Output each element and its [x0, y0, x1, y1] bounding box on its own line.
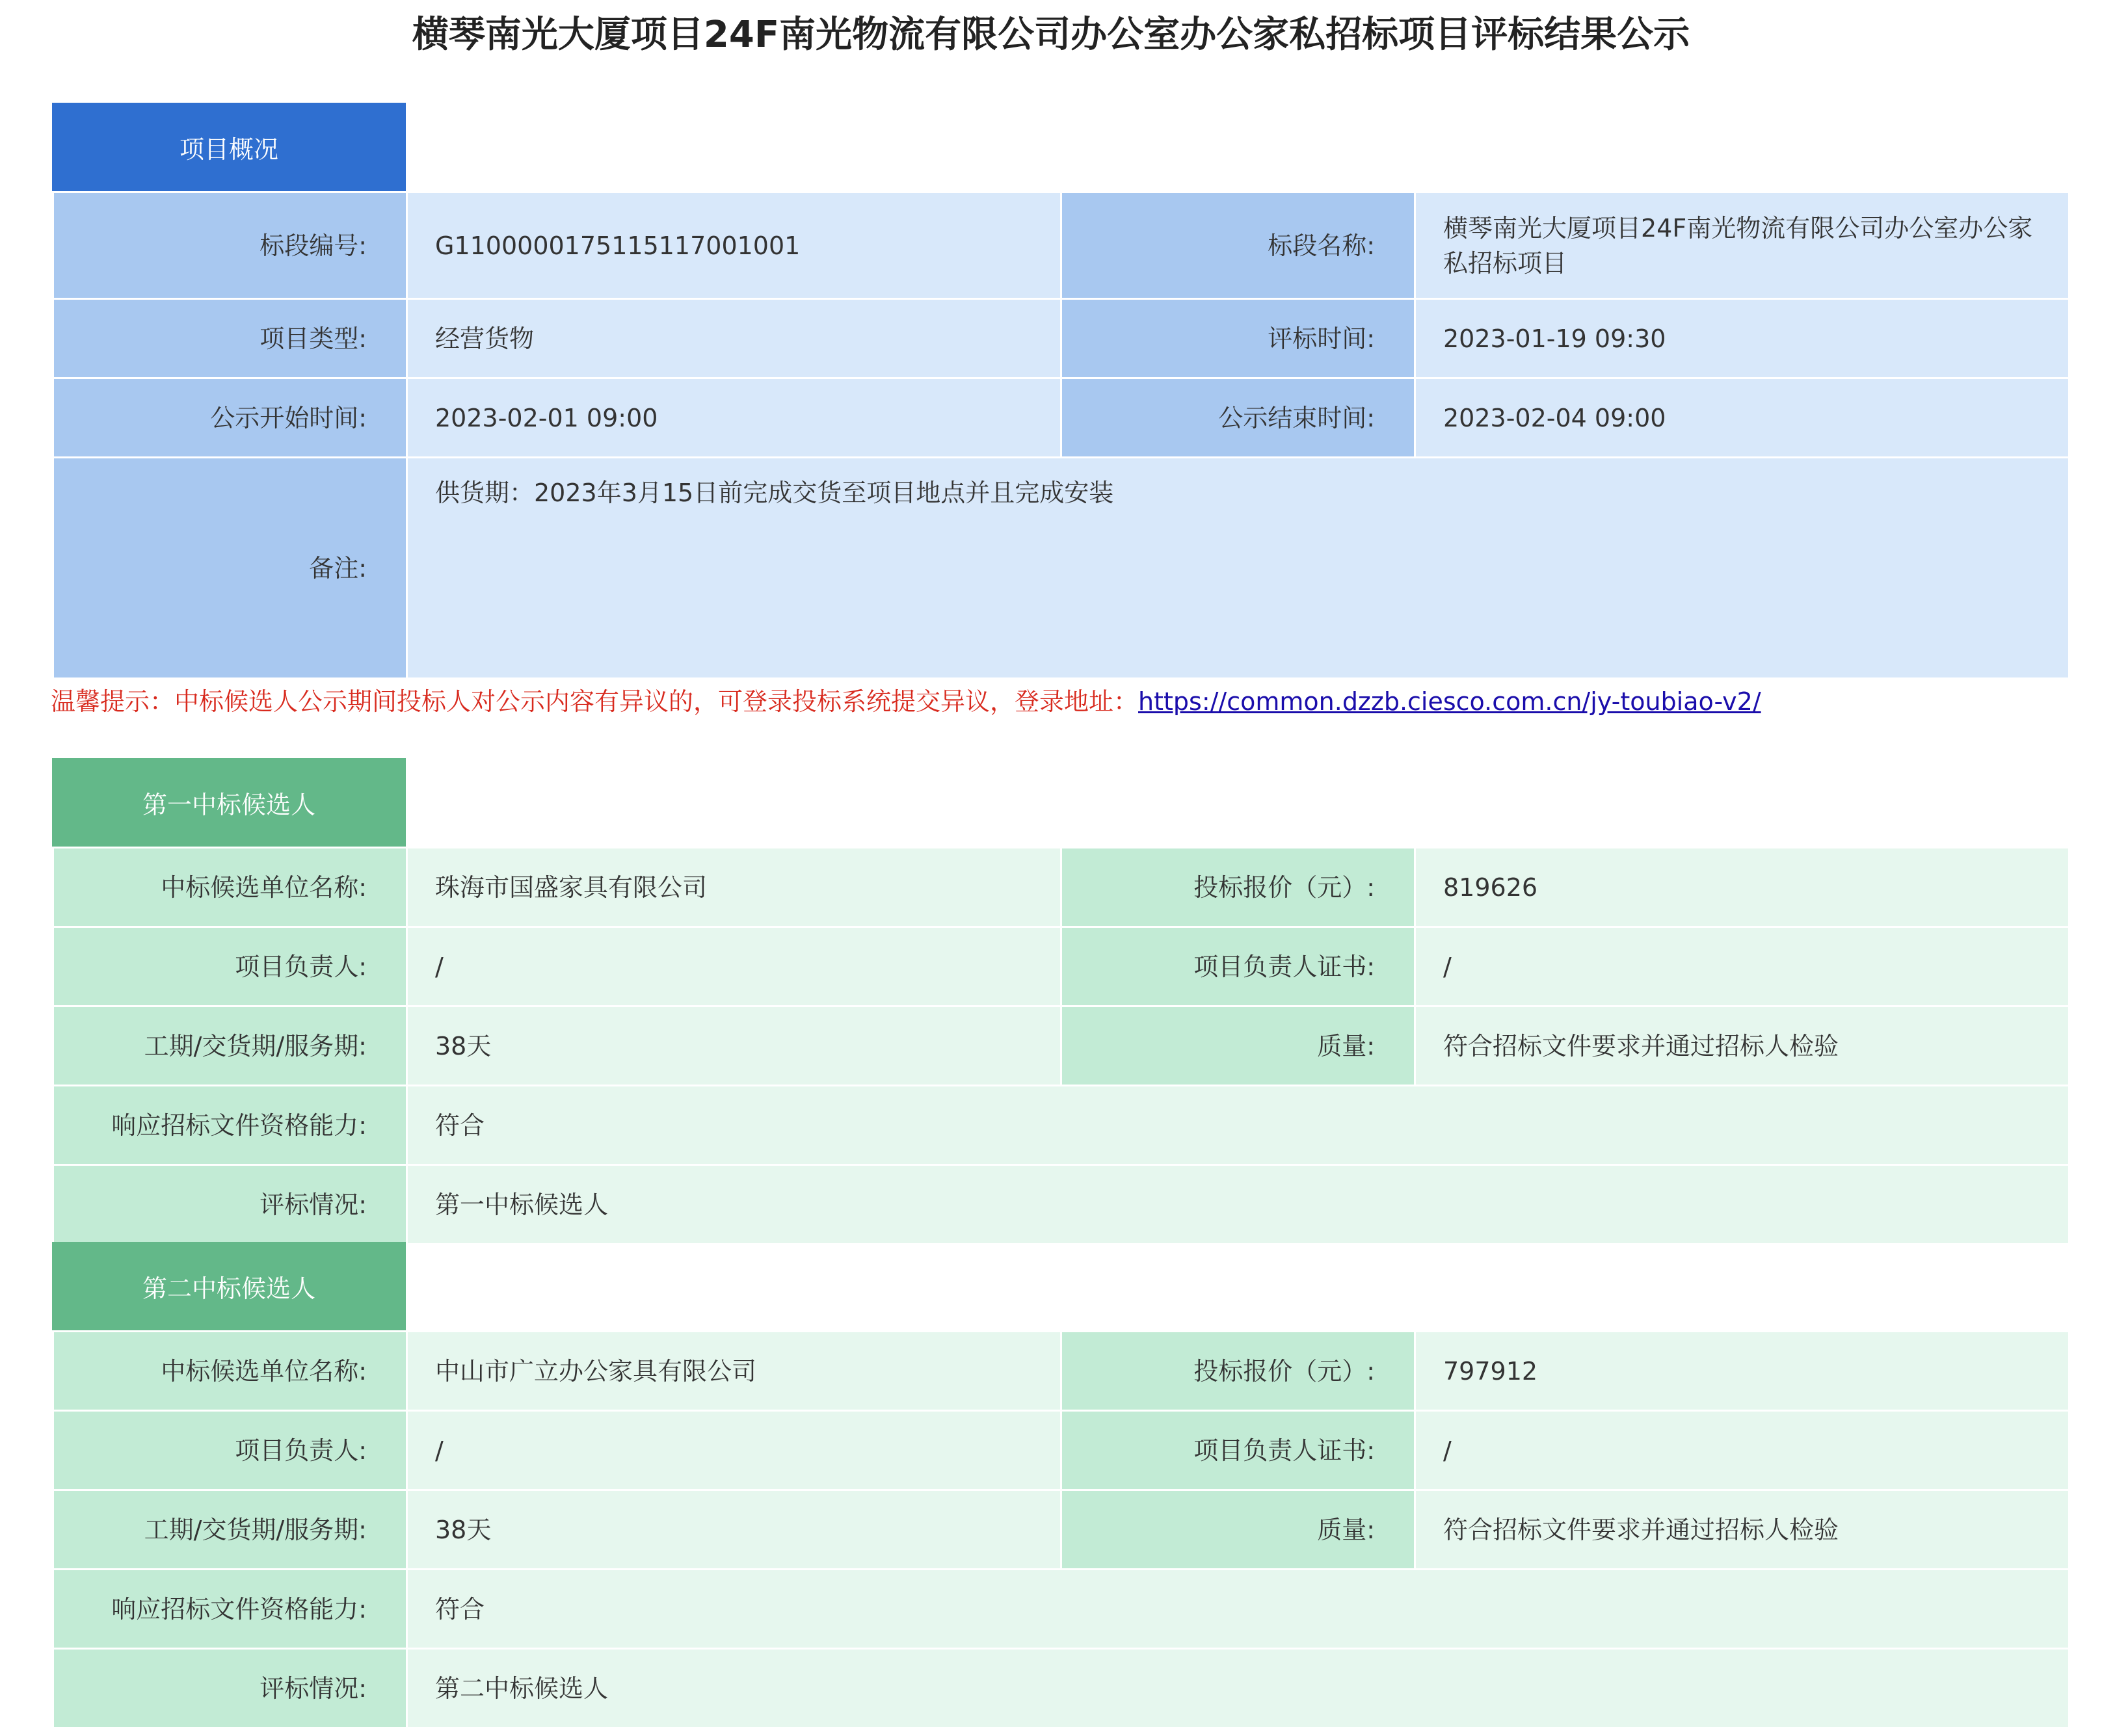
quality-value: 符合招标文件要求并通过招标人检验	[1415, 1006, 2069, 1086]
candidate2-table	[52, 1330, 2070, 1729]
period-value: 38天	[407, 1006, 1061, 1086]
table-row	[53, 1332, 2069, 1411]
company-label: 中标候选单位名称:	[53, 848, 407, 927]
table-row	[53, 458, 2069, 679]
quality-label: 质量:	[1061, 1006, 1415, 1086]
eval-value: 第二中标候选人	[407, 1649, 2069, 1728]
table-row	[53, 299, 2069, 378]
section-name-value: 横琴南光大厦项目24F南光物流有限公司办公室办公家私招标项目	[1415, 192, 2069, 299]
price-value: 819626	[1415, 848, 2069, 927]
qualify-label: 响应招标文件资格能力:	[53, 1086, 407, 1165]
section-no-label: 标段编号:	[53, 192, 407, 299]
project-type-label: 项目类型:	[53, 299, 407, 378]
section-no-value: G1100000175115117001001	[407, 192, 1061, 299]
table-row	[53, 1006, 2069, 1086]
notice	[51, 679, 1761, 724]
price-label: 投标报价（元）:	[1061, 848, 1415, 927]
page-title: 横琴南光大厦项目24F南光物流有限公司办公室办公家私招标项目评标结果公示	[412, 14, 1690, 56]
table-row	[53, 378, 2069, 458]
company-value: 珠海市国盛家具有限公司	[407, 848, 1061, 927]
cert-label: 项目负责人证书:	[1061, 1411, 1415, 1490]
table-row	[53, 1649, 2069, 1728]
cert-value: /	[1415, 1411, 2069, 1490]
cert-label: 项目负责人证书:	[1061, 927, 1415, 1006]
eval-label: 评标情况:	[53, 1649, 407, 1728]
project-type-value: 经营货物	[407, 299, 1061, 378]
pub-start-value: 2023-02-01 09:00	[407, 378, 1061, 458]
company-value: 中山市广立办公家具有限公司	[407, 1332, 1061, 1411]
period-label: 工期/交货期/服务期:	[53, 1006, 407, 1086]
table-row	[53, 1086, 2069, 1165]
overview-heading: 项目概况	[52, 103, 406, 191]
candidate2-section	[52, 1242, 2068, 1729]
pub-end-label: 公示结束时间:	[1061, 378, 1415, 458]
pub-end-value: 2023-02-04 09:00	[1415, 378, 2069, 458]
manager-value: /	[407, 1411, 1061, 1490]
overview-table	[52, 191, 2070, 679]
quality-label: 质量:	[1061, 1490, 1415, 1570]
notice-text: 温馨提示：中标候选人公示期间投标人对公示内容有异议的，可登录投标系统提交异议，登录地址：	[51, 687, 1139, 716]
table-row	[53, 1490, 2069, 1570]
eval-time-label: 评标时间:	[1061, 299, 1415, 378]
remark-value: 供货期：2023年3月15日前完成交货至项目地点并且完成安装	[407, 458, 2069, 679]
quality-value: 符合招标文件要求并通过招标人检验	[1415, 1490, 2069, 1570]
table-row	[53, 927, 2069, 1006]
table-row	[53, 1165, 2069, 1244]
table-row	[53, 848, 2069, 927]
cert-value: /	[1415, 927, 2069, 1006]
eval-value: 第一中标候选人	[407, 1165, 2069, 1244]
period-label: 工期/交货期/服务期:	[53, 1490, 407, 1570]
eval-time-value: 2023-01-19 09:30	[1415, 299, 2069, 378]
qualify-value: 符合	[407, 1570, 2069, 1649]
table-row	[53, 1570, 2069, 1649]
candidate1-heading: 第一中标候选人	[52, 758, 406, 847]
candidate2-heading: 第二中标候选人	[52, 1242, 406, 1330]
period-value: 38天	[407, 1490, 1061, 1570]
candidate1-section	[52, 758, 2068, 1245]
manager-label: 项目负责人:	[53, 927, 407, 1006]
manager-label: 项目负责人:	[53, 1411, 407, 1490]
system-login-link[interactable]: https://common.dzzb.ciesco.com.cn/jy-toubiao-v2/	[1138, 687, 1761, 716]
pub-start-label: 公示开始时间:	[53, 378, 407, 458]
overview-section	[52, 103, 2068, 679]
remark-label: 备注:	[53, 458, 407, 679]
price-label: 投标报价（元）:	[1061, 1332, 1415, 1411]
eval-label: 评标情况:	[53, 1165, 407, 1244]
manager-value: /	[407, 927, 1061, 1006]
section-name-label: 标段名称:	[1061, 192, 1415, 299]
company-label: 中标候选单位名称:	[53, 1332, 407, 1411]
table-row	[53, 192, 2069, 299]
qualify-value: 符合	[407, 1086, 2069, 1165]
price-value: 797912	[1415, 1332, 2069, 1411]
table-row	[53, 1411, 2069, 1490]
candidate1-table	[52, 847, 2070, 1245]
qualify-label: 响应招标文件资格能力:	[53, 1570, 407, 1649]
